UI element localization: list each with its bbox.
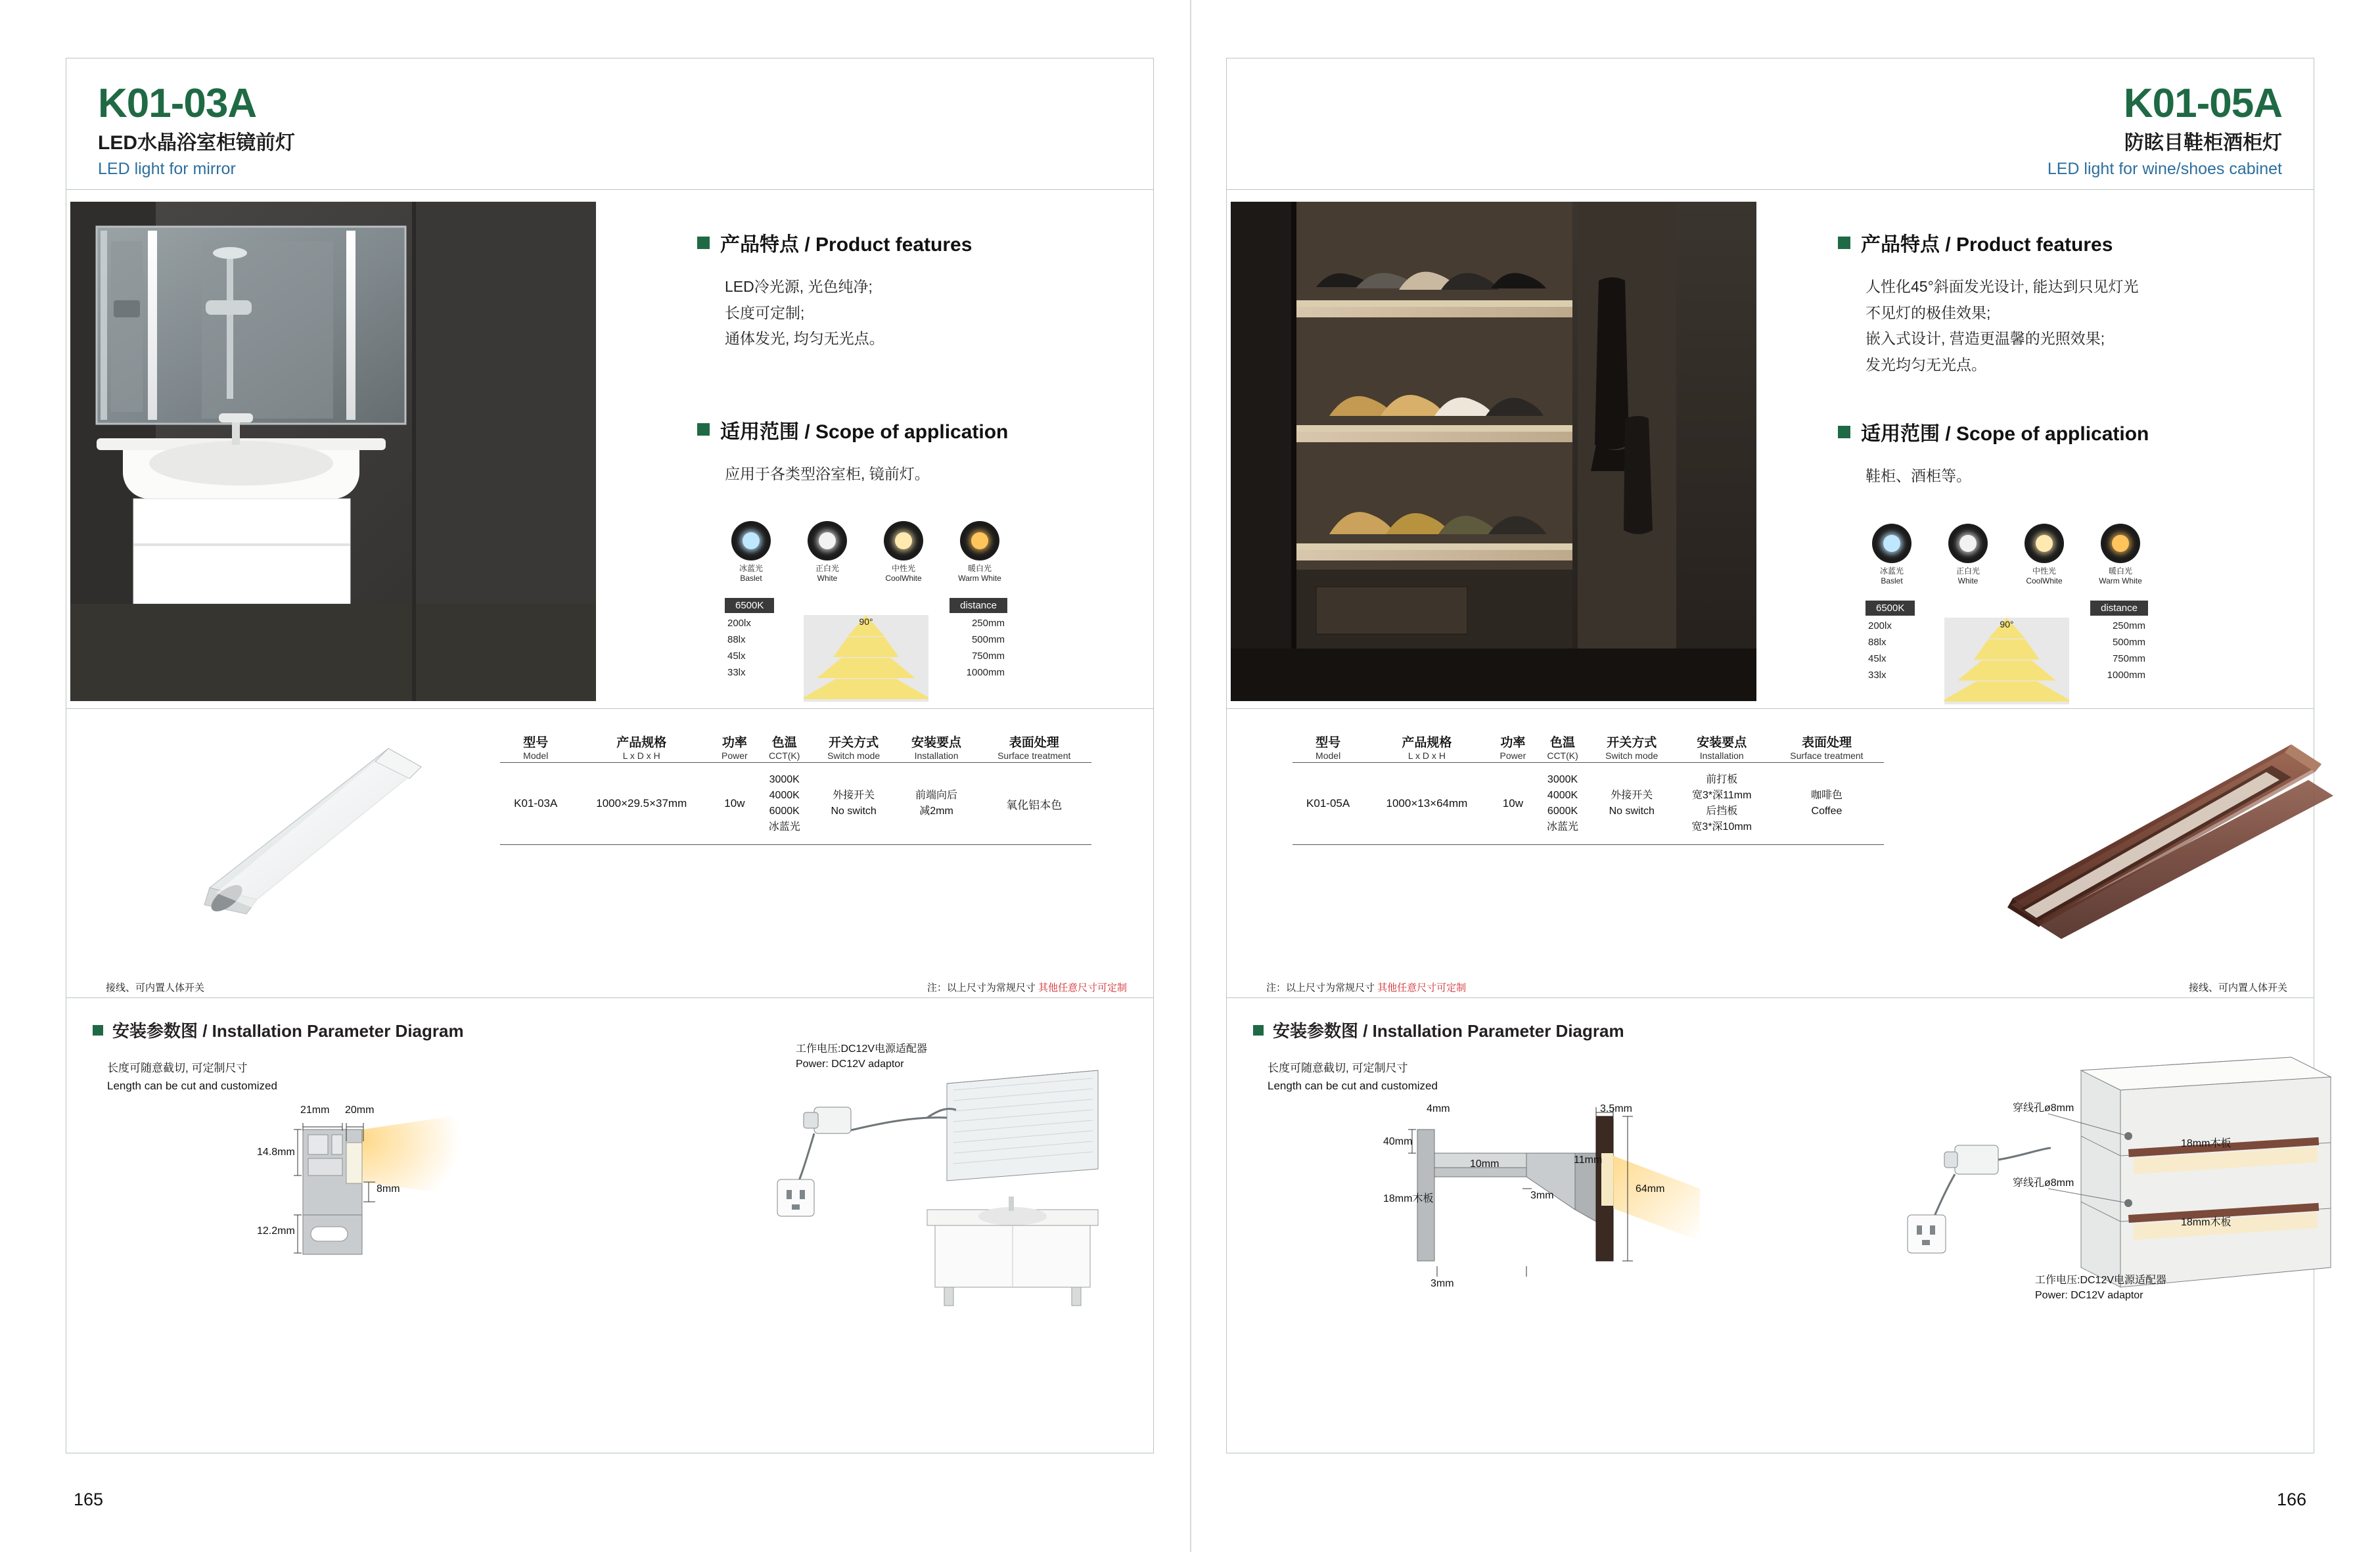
left-page-number: 165 <box>74 1490 104 1509</box>
right-spec-table-wrap <box>1293 729 1884 845</box>
cct-value: 6500K <box>1865 601 1915 616</box>
cct-label-cn: 中性光 <box>891 564 915 574</box>
cell-power: 10w <box>1490 763 1536 845</box>
right-photo-feature-zone <box>1227 190 2314 709</box>
left-spec-table <box>500 729 1091 845</box>
cct-option <box>725 521 777 583</box>
right-scope-heading-row <box>1838 417 2294 446</box>
list-item: 嵌入式设计, 营造更温馨的光照效果; <box>1865 330 2105 348</box>
cell-size: 1000×29.5×37mm <box>571 763 712 845</box>
cut-note-en: Length can be cut and customized <box>1268 1080 1438 1093</box>
lux-value: 45lx <box>727 650 746 662</box>
table-row <box>1865 650 2148 667</box>
cct-label-cn: 暖白光 <box>2108 566 2132 576</box>
cct-label-en: White <box>817 574 838 583</box>
cut-note-cn: 长度可随意截切, 可定制尺寸 <box>107 1062 248 1074</box>
lux-value: 33lx <box>1868 669 1887 681</box>
wire-hole-label-2: 穿线孔ø8mm <box>2013 1177 2074 1189</box>
wiring-note: 接线、可内置人体开关 <box>2188 982 2287 993</box>
left-profile-render <box>178 735 454 936</box>
table-header-row <box>1293 729 1884 763</box>
cell-cct: 3000K 4000K 6000K 冰蓝光 <box>1536 763 1590 845</box>
left-model-code: K01-03A <box>98 81 257 126</box>
bulb-icon <box>960 521 999 560</box>
col-size: 产品规格 L x D x H <box>1363 729 1490 763</box>
cell-model: K01-05A <box>1293 763 1363 845</box>
left-features-heading-row <box>697 228 1133 257</box>
right-cct-icons <box>1865 524 2294 586</box>
table-row <box>725 615 1007 631</box>
col-switch: 开关方式 Switch mode <box>812 729 896 763</box>
list-item: 发光均匀无光点。 <box>1865 355 1986 373</box>
left-scope-heading: 适用范围 / Scope of application <box>720 421 1009 443</box>
cct-label-cn: 暖白光 <box>967 564 992 574</box>
table-row <box>500 763 1091 845</box>
list-item: 鞋柜、酒柜等。 <box>1865 467 1971 485</box>
dim-10mm: 10mm <box>1470 1158 1499 1170</box>
left-title-en: LED light for mirror <box>98 160 236 178</box>
cct-option <box>1865 524 1918 586</box>
dim-14-8mm: 14.8mm <box>257 1147 295 1158</box>
left-product-photo <box>70 202 596 701</box>
distance-value: 500mm <box>971 634 1005 646</box>
distance-value: 1000mm <box>966 667 1005 679</box>
cct-option <box>2094 524 2147 586</box>
dim-21mm: 21mm <box>300 1105 330 1116</box>
table-row <box>725 631 1007 648</box>
right-install-zone <box>1227 1018 2314 1301</box>
lux-value: 200lx <box>727 618 751 629</box>
cct-label-cn: 正白光 <box>815 564 839 574</box>
dim-4mm: 4mm <box>1427 1103 1450 1114</box>
dim-40mm: 40mm <box>1383 1136 1413 1147</box>
distance-label: distance <box>950 598 1007 613</box>
distance-value: 250mm <box>971 618 1005 629</box>
cell-cct: 3000K 4000K 6000K 冰蓝光 <box>758 763 812 845</box>
col-size: 产品规格 L x D x H <box>571 729 712 763</box>
list-item: 应用于各类型浴室柜, 镜前灯。 <box>725 465 930 482</box>
cct-label-en: Warm White <box>2099 576 2142 585</box>
right-install-heading-row <box>1253 1018 2314 1042</box>
left-cct-icons <box>725 521 1133 583</box>
left-header <box>66 58 1153 190</box>
cct-label-cn: 冰蓝光 <box>739 564 763 574</box>
bulb-icon <box>731 521 771 560</box>
bulb-icon <box>2025 524 2064 563</box>
right-photometric-table <box>1865 601 2148 704</box>
cct-label-en: CoolWhite <box>2026 576 2063 585</box>
cct-label-en: Baslet <box>1881 576 1903 585</box>
cell-power: 10w <box>712 763 758 845</box>
distance-value: 750mm <box>2112 652 2145 664</box>
dim-board-18mm: 18mm木板 <box>1383 1193 1434 1204</box>
table-row <box>725 648 1007 664</box>
board-label-2: 18mm木板 <box>2181 1217 2231 1228</box>
table-row <box>1865 667 2148 683</box>
page-right <box>1190 0 2380 1552</box>
cct-label-en: Baslet <box>740 574 762 583</box>
left-install-heading: 安装参数图 / Installation Parameter Diagram <box>112 1021 464 1041</box>
cct-option <box>1942 524 1994 586</box>
list-item: 通体发光, 均匀无光点。 <box>725 330 884 348</box>
bulb-icon <box>884 521 923 560</box>
left-feature-block <box>697 228 1133 702</box>
dim-20mm: 20mm <box>345 1105 375 1116</box>
table-row <box>725 664 1007 681</box>
distance-value: 500mm <box>2112 636 2145 648</box>
photometric-rows <box>725 615 1007 702</box>
dim-8mm: 8mm <box>377 1183 400 1195</box>
left-photometric-table <box>725 598 1007 702</box>
list-item: 长度可定制; <box>725 304 805 321</box>
cell-model: K01-03A <box>500 763 571 845</box>
bullet-square-icon <box>93 1025 103 1036</box>
col-surface: 表面处理 Surface treatment <box>976 729 1091 763</box>
right-scope-list <box>1865 463 2294 490</box>
cell-install: 前端向后 减2mm <box>896 763 977 845</box>
right-header <box>1227 58 2314 190</box>
table-row <box>1865 634 2148 650</box>
cct-label-en: Warm White <box>958 574 1001 583</box>
bullet-square-icon <box>1838 426 1850 438</box>
col-switch: 开关方式 Switch mode <box>1590 729 1674 763</box>
cct-label-en: White <box>1957 576 1979 585</box>
lux-value: 88lx <box>1868 636 1887 648</box>
left-features-list <box>725 274 1133 352</box>
lux-value: 33lx <box>727 667 746 679</box>
col-model: 型号 Model <box>1293 729 1363 763</box>
left-title-cn: LED水晶浴室柜镜前灯 <box>98 132 295 154</box>
cell-switch: 外接开关 No switch <box>812 763 896 845</box>
cct-label-cn: 冰蓝光 <box>1879 566 1904 576</box>
wire-hole-label-1: 穿线孔ø8mm <box>2013 1103 2074 1114</box>
cct-option <box>953 521 1006 583</box>
dim-3mm-b: 3mm <box>1530 1190 1554 1201</box>
bullet-square-icon <box>697 423 710 436</box>
distance-value: 1000mm <box>2107 669 2145 681</box>
right-application-diagram <box>1884 1051 2344 1327</box>
col-model: 型号 Model <box>500 729 571 763</box>
dim-3mm-a: 3mm <box>1430 1278 1454 1289</box>
cut-note-en: Length can be cut and customized <box>107 1080 277 1093</box>
power-note-cn: 工作电压:DC12V电源适配器 <box>2035 1275 2167 1286</box>
bulb-icon <box>808 521 847 560</box>
cct-label-cn: 正白光 <box>1956 566 1980 576</box>
list-item: LED冷光源, 光色纯净; <box>725 278 873 295</box>
photometric-header <box>725 598 1007 613</box>
power-note-en: Power: DC12V adaptor <box>796 1059 904 1070</box>
cell-size: 1000×13×64mm <box>1363 763 1490 845</box>
cell-surface: 咖啡色 Coffee <box>1770 763 1884 845</box>
col-install: 安装要点 Installation <box>896 729 977 763</box>
wiring-note: 接线、可内置人体开关 <box>106 982 205 993</box>
col-surface: 表面处理 Surface treatment <box>1770 729 1884 763</box>
right-features-heading: 产品特点 / Product features <box>1861 234 2113 256</box>
right-title-cn: 防眩目鞋柜酒柜灯 <box>2124 132 2282 154</box>
left-application-diagram <box>730 1044 1151 1320</box>
left-spec-zone <box>66 709 1153 998</box>
right-scope-heading: 适用范围 / Scope of application <box>1861 423 2149 445</box>
right-product-photo <box>1231 202 1756 701</box>
photometric-header <box>1865 601 2148 616</box>
col-power: 功率 Power <box>1490 729 1536 763</box>
bulb-icon <box>1948 524 1988 563</box>
bullet-square-icon <box>697 237 710 249</box>
right-install-heading: 安装参数图 / Installation Parameter Diagram <box>1273 1021 1624 1041</box>
table-row <box>1293 763 1884 845</box>
bullet-square-icon <box>1253 1025 1264 1036</box>
photometric-rows <box>1865 618 2148 704</box>
cell-surface: 氧化铝本色 <box>976 763 1091 845</box>
cut-note-cn: 长度可随意截切, 可定制尺寸 <box>1268 1062 1408 1074</box>
cct-value: 6500K <box>725 598 774 613</box>
list-item: 不见灯的极佳效果; <box>1865 304 1991 321</box>
left-install-zone <box>66 1018 1153 1237</box>
cct-option <box>877 521 930 583</box>
bulb-icon <box>1872 524 1911 563</box>
col-power: 功率 Power <box>712 729 758 763</box>
cell-switch: 外接开关 No switch <box>1590 763 1674 845</box>
lux-value: 200lx <box>1868 620 1892 631</box>
photometric-body <box>725 615 1007 702</box>
dim-12-2mm: 12.2mm <box>257 1225 295 1237</box>
power-note-en: Power: DC12V adaptor <box>2035 1290 2143 1301</box>
left-features-heading: 产品特点 / Product features <box>720 234 973 256</box>
col-cct: 色温 CCT(K) <box>758 729 812 763</box>
page-right-frame <box>1226 58 2314 1453</box>
right-page-number: 166 <box>2276 1490 2306 1509</box>
right-model-code: K01-05A <box>2123 81 2282 126</box>
right-feature-block <box>1838 228 2294 704</box>
distance-value: 250mm <box>2112 620 2145 631</box>
right-spec-table <box>1293 729 1884 845</box>
right-title-en: LED light for wine/shoes cabinet <box>2047 160 2282 178</box>
cct-option <box>801 521 854 583</box>
beam-angle: 90° <box>859 616 873 628</box>
dim-3-5mm: 3.5mm <box>1600 1103 1632 1114</box>
distance-label: distance <box>2090 601 2148 616</box>
table-row <box>1865 618 2148 634</box>
beam-angle: 90° <box>2000 618 2014 629</box>
photometric-body <box>1865 618 2148 704</box>
lux-value: 45lx <box>1868 652 1887 664</box>
right-features-heading-row <box>1838 228 2294 257</box>
list-item: 人性化45°斜面发光设计, 能达到只见灯光 <box>1865 278 2139 295</box>
page-left-frame <box>66 58 1154 1453</box>
right-spec-zone <box>1227 709 2314 998</box>
right-section-diagram <box>1383 1090 1759 1307</box>
col-cct: 色温 CCT(K) <box>1536 729 1590 763</box>
bullet-square-icon <box>1838 237 1850 249</box>
custom-size-note: 注：以上尺寸为常规尺寸 其他任意尺寸可定制 <box>1266 982 1467 993</box>
custom-size-note: 注：以上尺寸为常规尺寸 其他任意尺寸可定制 <box>927 982 1127 993</box>
bulb-icon <box>2101 524 2140 563</box>
lux-value: 88lx <box>727 634 746 646</box>
board-label-1: 18mm木板 <box>2181 1138 2231 1149</box>
power-note-cn: 工作电压:DC12V电源适配器 <box>796 1043 928 1055</box>
left-install-heading-row <box>93 1018 1153 1042</box>
dim-64mm: 64mm <box>1636 1183 1665 1195</box>
cct-option <box>2018 524 2071 586</box>
right-profile-render <box>1982 729 2337 942</box>
left-section-diagram <box>257 1103 566 1261</box>
cell-install: 前打板 宽3*深11mm 后挡板 宽3*深10mm <box>1674 763 1770 845</box>
table-header-row <box>500 729 1091 763</box>
left-photo-feature-zone <box>66 190 1153 709</box>
cct-label-cn: 中性光 <box>2032 566 2056 576</box>
right-features-list <box>1865 274 2294 378</box>
col-install: 安装要点 Installation <box>1674 729 1770 763</box>
left-scope-heading-row <box>697 415 1133 444</box>
left-scope-list <box>725 461 1133 488</box>
left-spec-table-wrap <box>500 729 1091 845</box>
dim-11mm: 11mm <box>1574 1154 1603 1166</box>
distance-value: 750mm <box>971 650 1005 662</box>
cct-label-en: CoolWhite <box>885 574 922 583</box>
